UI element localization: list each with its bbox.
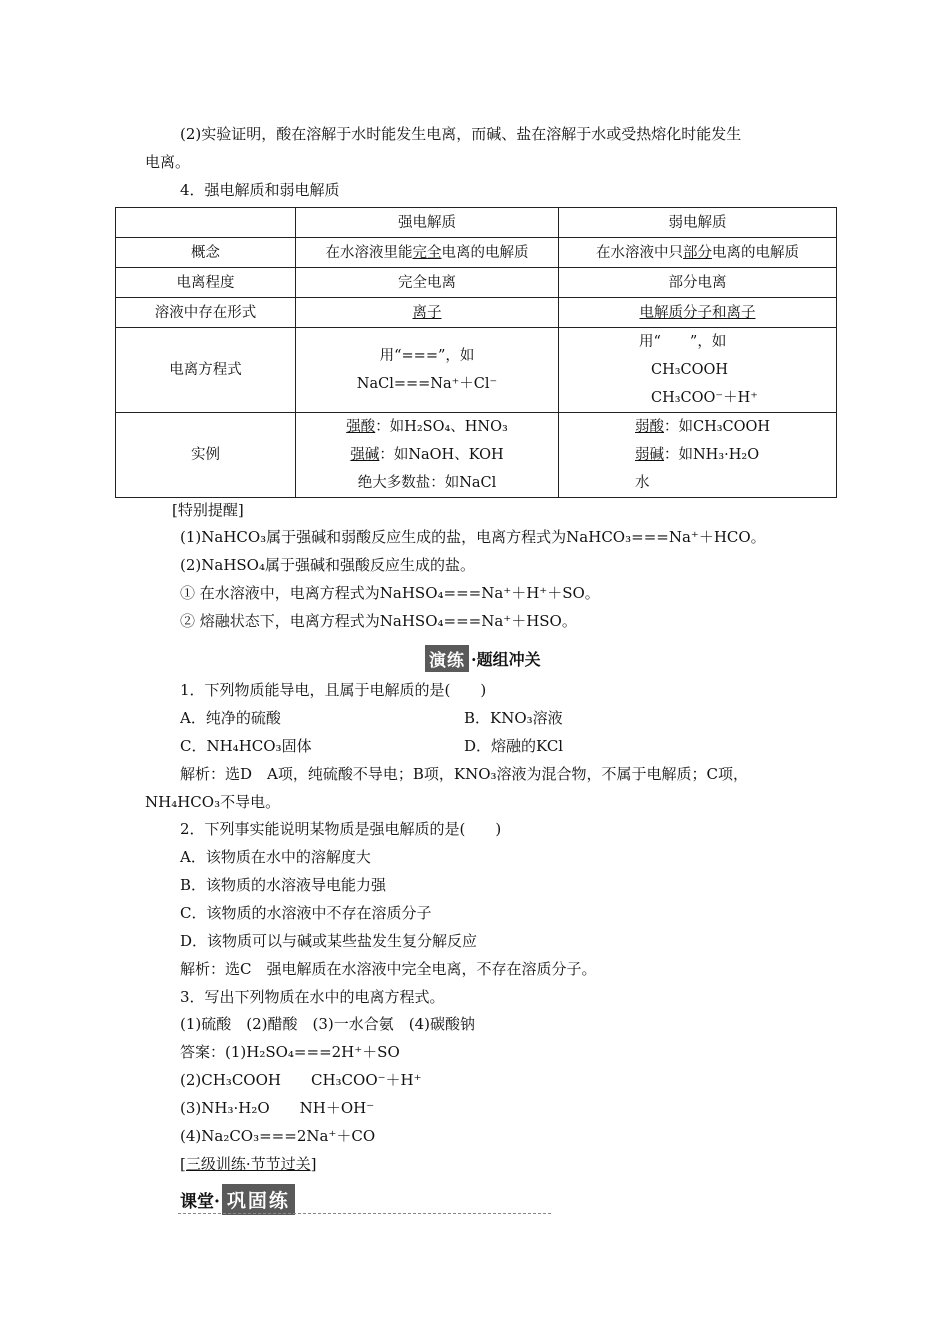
row-label-concept: 概念 [116,238,296,268]
q1-stem: 1．下列物质能导电，且属于电解质的是( ) [180,681,487,699]
table-header-strong: 强电解质 [296,208,559,238]
q3-answer-2: (2)CH₃COOH CH₃COO⁻＋H⁺ [180,1071,422,1089]
degree-strong: 完全电离 [296,268,559,298]
q2-option-d: D．该物质可以与碱或某些盐发生复分解反应 [180,932,478,950]
examples-weak [559,413,837,498]
equation-weak-line-2: CH₃COOH [651,362,729,378]
examples-strong [296,413,559,498]
classroom-consolidation-banner [180,1184,295,1215]
examples-strong-line-1: 强酸：如H₂SO₄、HNO₃ [346,419,508,435]
table-header-empty [116,208,296,238]
tip-3: ① 在水溶液中，电离方程式为NaHSO₄===Na⁺＋H⁺＋SO。 [180,584,600,602]
row-label-examples: 实例 [116,413,296,498]
q1-option-a: A．纯净的硫酸 [180,709,281,727]
practice-banner-subtitle: ·题组冲关 [471,650,541,669]
equation-strong-line-1: 用“===”，如 [379,348,475,364]
concept-weak: 在水溶液中只部分电离的电解质 [559,238,837,268]
examples-weak-line-1: 弱酸：如CH₃COOH [635,419,771,435]
equation-strong-line-2: NaCl===Na⁺＋Cl⁻ [356,376,498,392]
practice-banner [425,645,541,672]
table-row-examples [116,413,837,498]
tip-4: ② 熔融状态下，电离方程式为NaHSO₄===Na⁺＋HSO。 [180,612,577,630]
equation-strong [296,328,559,413]
paragraph-2-line-2: 电离。 [145,153,191,171]
q2-stem: 2．下列事实能说明某物质是强电解质的是( ) [180,820,502,838]
row-label-equation: 电离方程式 [116,328,296,413]
examples-weak-line-2: 弱碱：如NH₃·H₂O [635,447,760,463]
q3-answer-4: (4)Na₂CO₃===2Na⁺＋CO [180,1127,376,1145]
q1-answer-line-1: 解析：选D A项，纯硫酸不导电；B项，KNO₃溶液为混合物，不属于电解质；C项， [180,765,749,783]
consolidation-label: 巩固练 [222,1184,295,1215]
row-label-degree: 电离程度 [116,268,296,298]
table-row-concept [116,238,837,268]
paragraph-2-line-1: (2)实验证明，酸在溶解于水时能发生电离，而碱、盐在溶解于水或受热熔化时能发生 [180,125,742,143]
electrolyte-comparison-table [115,207,837,498]
q2-option-a: A．该物质在水中的溶解度大 [180,848,371,866]
equation-weak [559,328,837,413]
examples-strong-line-3: 绝大多数盐：如NaCl [357,475,497,491]
degree-weak: 部分电离 [559,268,837,298]
examples-strong-line-2: 强碱：如NaOH、KOH [350,447,504,463]
q3-items: (1)硫酸 (2)醋酸 (3)一水合氨 (4)碳酸钠 [180,1015,475,1033]
q1-option-b: B．KNO₃溶液 [464,709,563,727]
q1-option-c: C．NH₄HCO₃固体 [180,737,312,755]
dashed-divider [178,1213,551,1214]
q2-answer: 解析：选C 强电解质在水溶液中完全电离，不存在溶质分子。 [180,960,597,978]
classroom-label: 课堂· [180,1192,220,1212]
table-row-form [116,298,837,328]
three-level-training-heading: [三级训练·节节过关] [180,1155,317,1173]
q1-option-d: D．熔融的KCl [464,737,564,755]
tip-1: (1)NaHCO₃属于强碱和弱酸反应生成的盐，电离方程式为NaHCO₃===Na⁺＋HCO。 [180,528,766,546]
table-header-row [116,208,837,238]
q3-stem: 3．写出下列物质在水中的电离方程式。 [180,988,445,1006]
section-4-heading: 4．强电解质和弱电解质 [180,181,340,199]
q3-answer-1: 答案：(1)H₂SO₄===2H⁺＋SO [180,1043,400,1061]
equation-weak-line-1: 用“ ”，如 [639,334,727,350]
examples-weak-line-3: 水 [635,475,650,491]
table-row-equation [116,328,837,413]
q2-option-b: B．该物质的水溶液导电能力强 [180,876,387,894]
practice-banner-label: 演练 [425,645,469,672]
row-label-form: 溶液中存在形式 [116,298,296,328]
form-strong: 离子 [296,298,559,328]
tips-title: [特别提醒] [172,501,244,519]
q3-answer-3: (3)NH₃·H₂O NH＋OH⁻ [180,1099,375,1117]
q1-answer-line-2: NH₄HCO₃不导电。 [145,793,281,811]
concept-strong: 在水溶液里能完全电离的电解质 [296,238,559,268]
form-weak: 电解质分子和离子 [559,298,837,328]
q2-option-c: C．该物质的水溶液中不存在溶质分子 [180,904,432,922]
table-row-degree [116,268,837,298]
table-header-weak: 弱电解质 [559,208,837,238]
equation-weak-line-3: CH₃COO⁻＋H⁺ [651,390,758,406]
tip-2: (2)NaHSO₄属于强碱和强酸反应生成的盐。 [180,556,475,574]
